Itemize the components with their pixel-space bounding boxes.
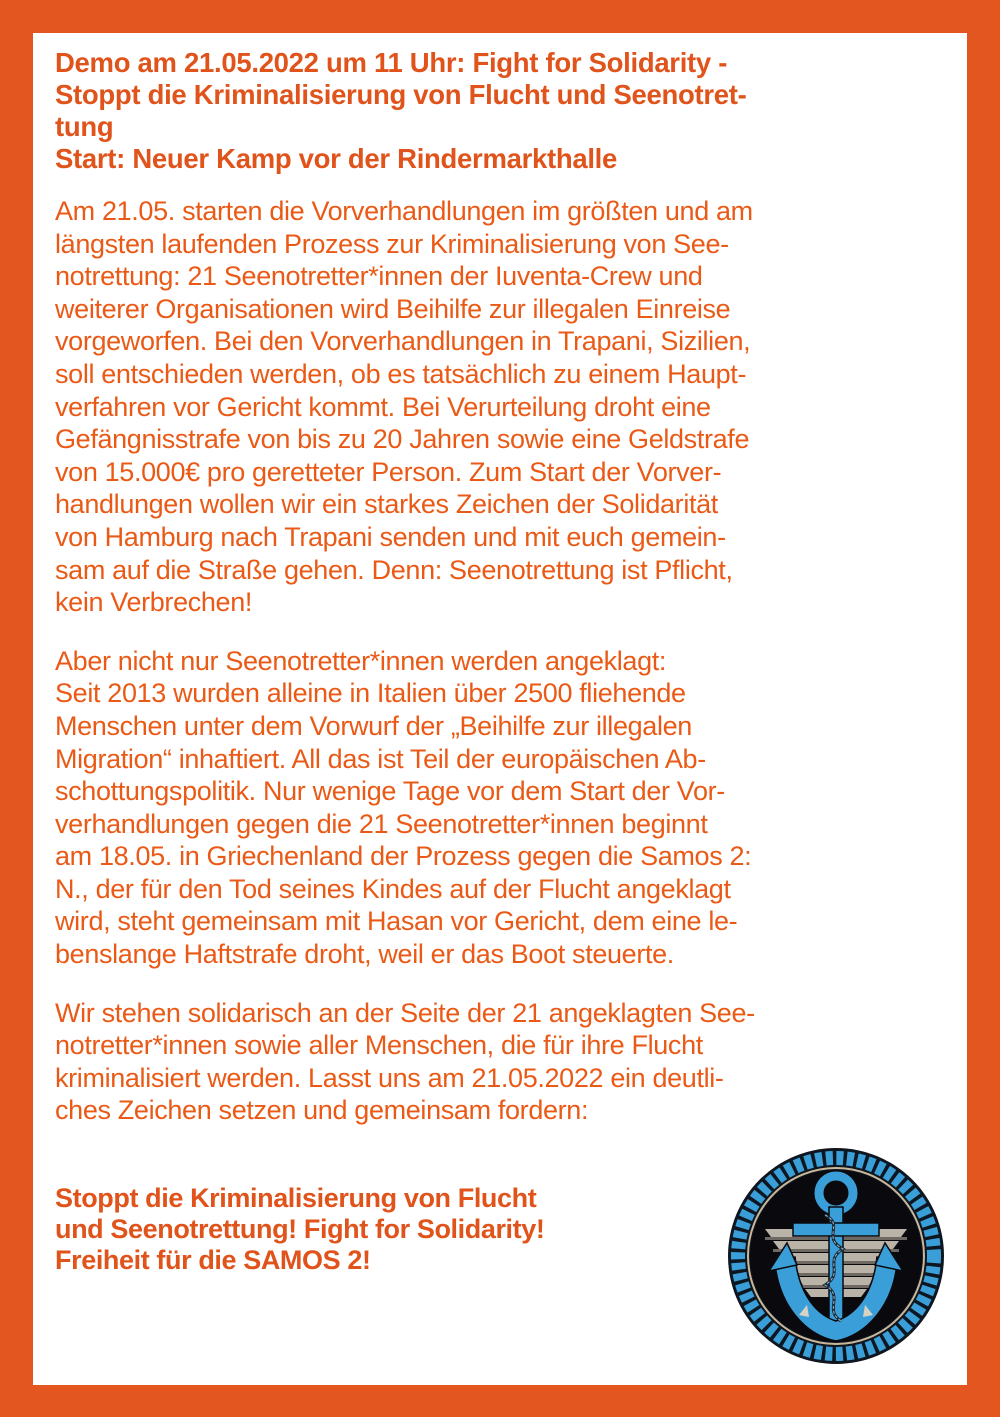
text-line: kein Verbrechen! (55, 587, 253, 618)
text-line: Migration“ inhaftiert. All das ist Teil der europäischen Ab- (55, 743, 706, 774)
text-line: Aber nicht nur Seenotretter*innen werden angeklagt: (55, 645, 667, 676)
text-line: von 15.000€ pro geretteter Person. Zum Start der Vorver- (55, 456, 722, 487)
text-line: notrettung: 21 Seenotretter*innen der Iuventa-Crew und (55, 261, 703, 292)
text-line: N., der für den Tod seines Kindes auf der Flucht angeklagt (55, 873, 731, 904)
closing-demands (55, 1183, 544, 1276)
text-line: weiterer Organisationen wird Beihilfe zur illegalen Einreise (55, 293, 731, 324)
text-line: notretter*innen sowie aller Menschen, die für ihre Flucht (55, 1030, 703, 1061)
text-line: Am 21.05. starten die Vorverhandlungen im größten und am (55, 196, 753, 226)
anchor-emblem-icon (725, 1145, 947, 1367)
text-line: verhandlungen gegen die 21 Seenotretter*innen beginnt (55, 808, 708, 839)
text-line: verfahren vor Gericht kommt. Bei Verurteilung droht eine (55, 391, 711, 422)
text-line: Gefängnisstrafe von bis zu 20 Jahren sowie eine Geldstrafe (55, 424, 750, 455)
headline-line: Stoppt die Kriminalisierung von Flucht und Seenotret- (55, 79, 747, 110)
text-line: benslange Haftstrafe droht, weil er das Boot steuerte. (55, 939, 674, 970)
text-line: Wir stehen solidarisch an der Seite der 21 angeklagten See- (55, 997, 755, 1028)
headline (55, 47, 947, 175)
flyer-panel (33, 33, 967, 1385)
paragraph-intro (55, 195, 947, 619)
text-line: handlungen wollen wir ein starkes Zeichen der Solidarität (55, 489, 718, 520)
closing-line: Stoppt die Kriminalisierung von Flucht (55, 1183, 537, 1213)
headline-line: Start: Neuer Kamp vor der Rindermarkthalle (55, 143, 618, 174)
headline-line: tung (55, 111, 114, 142)
text-line: vorgeworfen. Bei den Vorverhandlungen in Trapani, Sizilien, (55, 326, 751, 357)
text-line: längsten laufenden Prozess zur Kriminalisierung von See- (55, 228, 729, 259)
closing-line: Freiheit für die SAMOS 2! (55, 1245, 371, 1275)
text-line: wird, steht gemeinsam mit Hasan vor Gericht, dem eine le- (55, 906, 738, 937)
paragraph-solidarity (55, 997, 947, 1127)
text-line: Menschen unter dem Vorwurf der „Beihilfe zur illegalen (55, 710, 692, 741)
text-line: soll entschieden werden, ob es tatsächlich zu einem Haupt- (55, 358, 747, 389)
text-line: Seit 2013 wurden alleine in Italien über 2500 fliehende (55, 678, 686, 709)
text-line: sam auf die Straße gehen. Denn: Seenotrettung ist Pflicht, (55, 554, 733, 585)
text-line: von Hamburg nach Trapani senden und mit euch gemein- (55, 521, 726, 552)
paragraph-samos (55, 645, 947, 971)
text-line: ches Zeichen setzen und gemeinsam fordern: (55, 1095, 589, 1126)
text-line: kriminalisiert werden. Lasst uns am 21.05.2022 ein deutli- (55, 1062, 724, 1093)
headline-line: Demo am 21.05.2022 um 11 Uhr: Fight for Solidarity - (55, 47, 728, 78)
closing-line: und Seenotrettung! Fight for Solidarity! (55, 1214, 545, 1244)
text-line: am 18.05. in Griechenland der Prozess gegen die Samos 2: (55, 841, 752, 872)
text-line: schottungspolitik. Nur wenige Tage vor dem Start der Vor- (55, 776, 725, 807)
